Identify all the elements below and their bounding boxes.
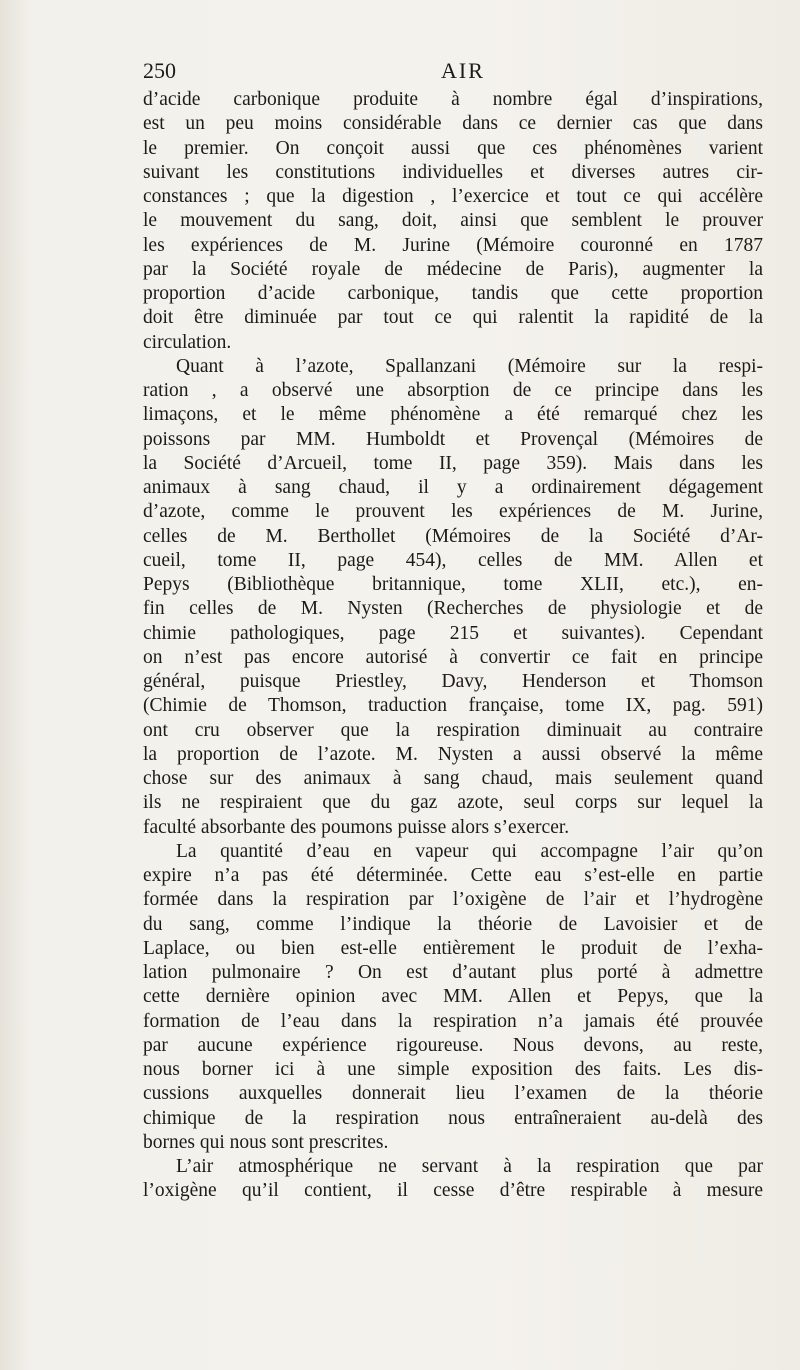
text-line: suivant les constitutions individuelles et diverses autres cir- <box>143 161 763 183</box>
paragraph <box>143 355 763 840</box>
paragraph <box>143 1155 763 1204</box>
paragraph <box>143 840 763 1155</box>
text-line: l’oxigène qu’il contient, il cesse d’être respirable à mesure <box>143 1180 763 1202</box>
text-line: lation pulmonaire ? On est d’autant plus porté à admettre <box>143 962 763 983</box>
text-line: d’acide carbonique produite à nombre égal d’inspirations, <box>143 89 763 110</box>
text-line: chimique de la respiration nous entraîneraient au-delà des <box>143 1107 763 1129</box>
text-line: la proportion de l’azote. M. Nysten a aussi observé la même <box>143 743 763 765</box>
text-line: ils ne respiraient que du gaz azote, seul corps sur lequel la <box>143 792 763 814</box>
running-title: AIR <box>441 58 485 83</box>
text-line: du sang, comme l’indique la théorie de Lavoisier et de <box>143 913 763 935</box>
text-line: L’air atmosphérique ne servant à la respiration que par <box>176 1156 763 1177</box>
text-line: La quantité d’eau en vapeur qui accompagne l’air qu’on <box>176 840 763 862</box>
text-line: expire n’a pas été déterminée. Cette eau s’est-elle en partie <box>143 865 763 886</box>
text-line: on n’est pas encore autorisé à convertir ce fait en principe <box>143 646 763 668</box>
text-line: poissons par MM. Humboldt et Provençal (Mémoires de <box>143 428 763 450</box>
text-line: fin celles de M. Nysten (Recherches de physiologie et de <box>143 598 763 620</box>
text-line: ont cru observer que la respiration diminuait au contraire <box>143 719 763 741</box>
text-line: circulation. <box>143 331 232 353</box>
text-line: d’azote, comme le prouvent les expériences de M. Jurine, <box>143 501 763 523</box>
text-line: ration , a observé une absorption de ce principe dans les <box>143 380 763 401</box>
text-line: constances ; que la digestion , l’exercice et tout ce qui accélère <box>143 186 763 207</box>
text-line: cueil, tome II, page 454), celles de MM. Allen et <box>143 549 763 571</box>
text-line: Laplace, ou bien est-elle entièrement le produit de l’exha- <box>143 937 763 959</box>
paragraph <box>143 88 763 355</box>
text-line: animaux à sang chaud, il y a ordinairement dégagement <box>143 477 763 498</box>
text-line: la Société d’Arcueil, tome II, page 359). Mais dans les <box>143 452 763 474</box>
text-line: celles de M. Berthollet (Mémoires de la Société d’Ar- <box>143 525 763 547</box>
text-line: le mouvement du sang, doit, ainsi que semblent le prouver <box>143 210 763 232</box>
text-line: par aucune expérience rigoureuse. Nous devons, au reste, <box>143 1034 763 1056</box>
text-line: cette dernière opinion avec MM. Allen et Pepys, que la <box>143 986 763 1008</box>
text-line: chimie pathologiques, page 215 et suivantes). Cependant <box>143 622 763 644</box>
text-line: chose sur des animaux à sang chaud, mais seulement quand <box>143 768 763 789</box>
text-line: (Chimie de Thomson, traduction française, tome IX, pag. 591) <box>143 695 763 717</box>
text-line: limaçons, et le même phénomène a été remarqué chez les <box>143 404 763 426</box>
page-header <box>143 58 760 90</box>
text-line: proportion d’acide carbonique, tandis que cette proportion <box>143 283 763 304</box>
text-line: les expériences de M. Jurine (Mémoire couronné en 1787 <box>143 234 763 256</box>
text-line: cussions auxquelles donnerait lieu l’examen de la théorie <box>143 1083 763 1105</box>
text-line: le premier. On conçoit aussi que ces phénomènes varient <box>143 137 763 159</box>
text-line: faculté absorbante des poumons puisse alors s’exercer. <box>143 816 570 838</box>
text-line: Pepys (Bibliothèque britannique, tome XLII, etc.), en- <box>143 574 763 595</box>
text-line: formation de l’eau dans la respiration n’a jamais été prouvée <box>143 1010 763 1032</box>
text-line: formée dans la respiration par l’oxigène de l’air et l’hydrogène <box>143 889 763 911</box>
text-line: nous borner ici à une simple exposition des faits. Les dis- <box>143 1059 763 1080</box>
text-line: général, puisque Priestley, Davy, Henderson et Thomson <box>143 671 763 692</box>
text-line: Quant à l’azote, Spallanzani (Mémoire sur la respi- <box>176 355 763 377</box>
text-line: doit être diminuée par tout ce qui ralentit la rapidité de la <box>143 307 763 329</box>
text-line: est un peu moins considérable dans ce dernier cas que dans <box>143 113 763 135</box>
text-line: par la Société royale de médecine de Paris), augmenter la <box>143 258 763 280</box>
page-number: 250 <box>143 58 176 83</box>
page-body <box>143 88 763 1204</box>
text-line: bornes qui nous sont prescrites. <box>143 1131 389 1153</box>
